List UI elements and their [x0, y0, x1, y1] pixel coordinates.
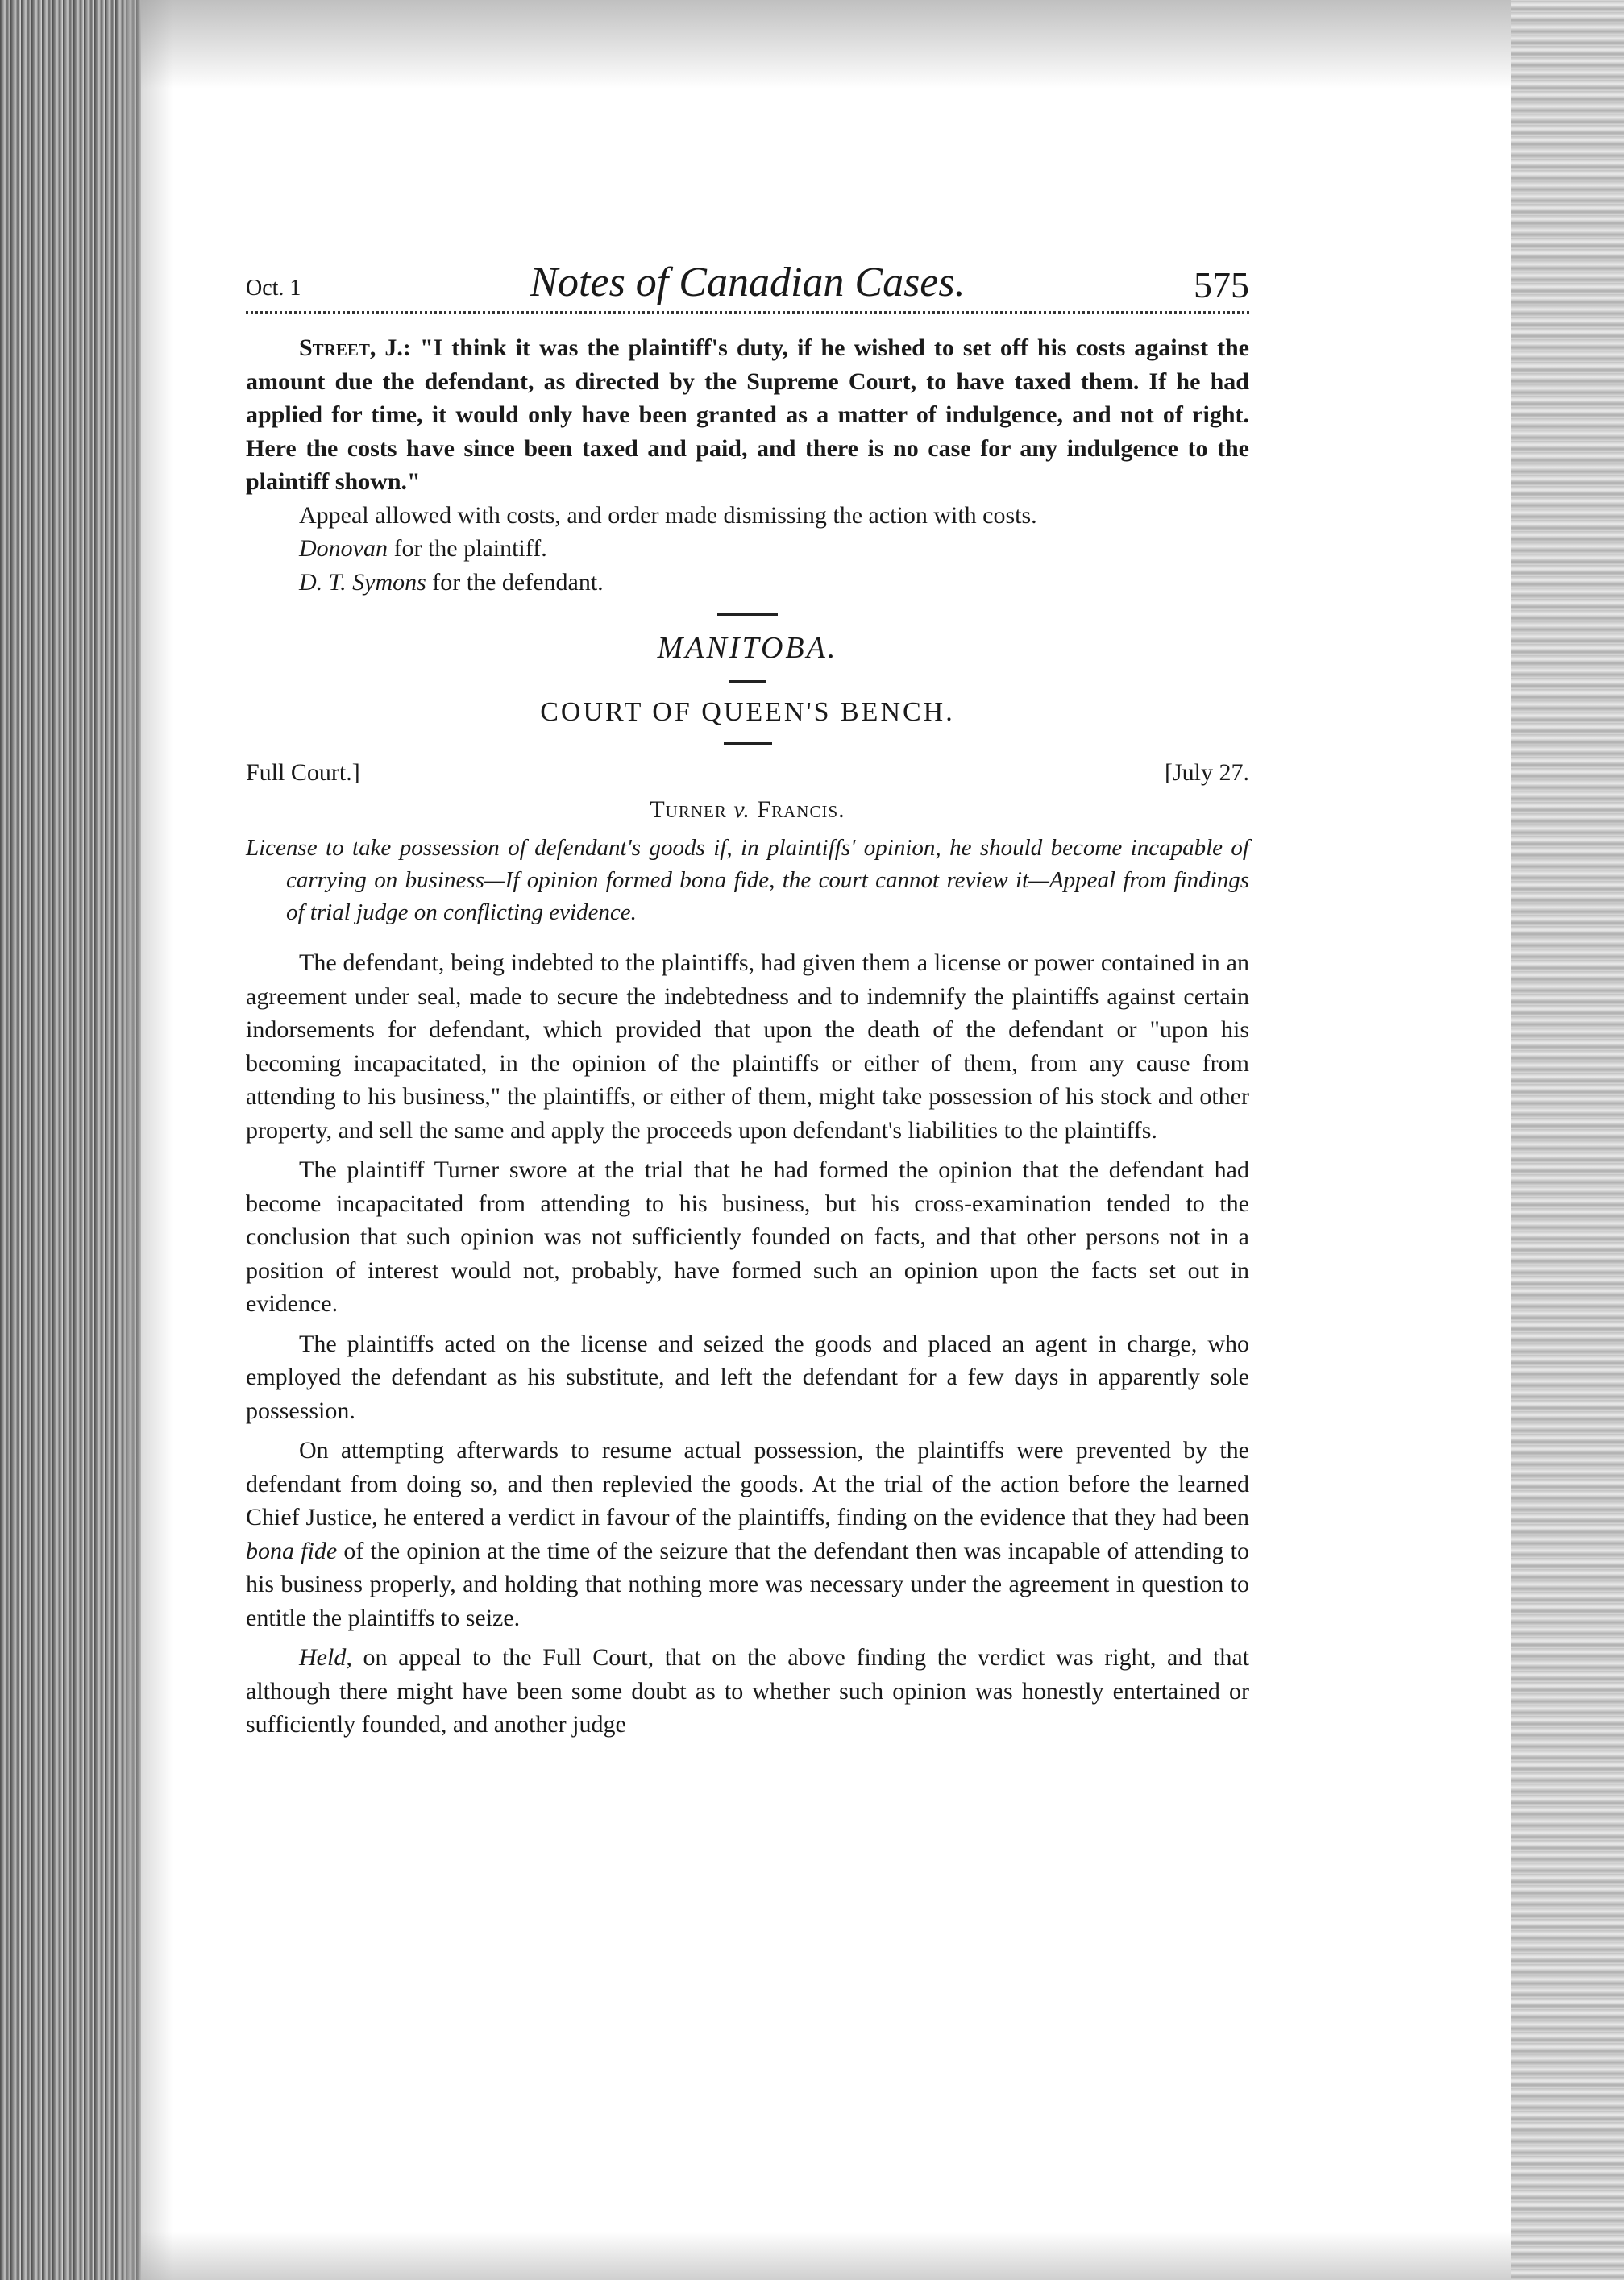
facts-paragraph-4-a: On attempting afterwards to resume actual possession, the plaintiffs were prevented by the defendant from doing so, and then replevied the goods. At the trial of the action before the learned Chief Justice, he entered a verdict in favour of the plaintiffs, finding on the evidence that they had been: [246, 1437, 1249, 1530]
disposition-paragraph: Appeal allowed with costs, and order made dismissing the action with costs.: [299, 501, 1037, 529]
header-rule: [246, 311, 1249, 314]
counsel-defendant-role: for the defendant.: [426, 568, 604, 596]
counsel-defendant-name: D. T. Symons: [299, 568, 426, 596]
running-head: [246, 242, 1249, 306]
counsel-defendant: [246, 566, 1249, 600]
facts-paragraph-1: The defendant, being indebted to the plaintiffs, had given them a license or power contained in an agreement under seal, made to secure the indebtedness and to indemnify the plaintiffs against certain indorsements for defendant, which provided that upon the death of the defendant or "upon his becoming incapacitated, in the opinion of the plaintiffs or either of them, from any cause from attending to his business," the plaintiffs, or either of them, might take possession of his stock and other property, and sell the same and apply the proceeds upon defendant's liabilities to the plaintiffs.: [246, 949, 1249, 1144]
running-head-title: Notes of Canadian Cases.: [530, 260, 966, 305]
street-opinion-paragraph: [246, 331, 1249, 499]
case-name: [246, 796, 1249, 824]
scan-right-edge: [1511, 0, 1624, 2280]
counsel-plaintiff-name: Donovan: [299, 535, 388, 562]
case-court: Full Court.]: [246, 759, 360, 786]
court-divider: [724, 742, 772, 745]
province-heading: MANITOBA.: [657, 631, 838, 665]
page-number: 575: [1194, 264, 1249, 305]
province-divider: [729, 680, 766, 683]
headnote: License to take possession of defendant's goods if, in plaintiffs' opinion, he should become incapable of carrying on business—If opinion formed bona fide, the court cannot review it—Appeal from findings of trial judge on conflicting evidence.: [246, 835, 1249, 925]
case-date: [July 27.: [1165, 759, 1249, 786]
scan-left-edge: [0, 0, 141, 2280]
facts-paragraph-4-b: of the opinion at the time of the seizure that the defendant then was incapable of attending to his business properly, and holding that nothing more was necessary under the agreement in question to entitle the plaintiffs to seize.: [246, 1537, 1249, 1631]
scan-bottom-edge: [141, 2232, 1511, 2280]
page-body: [246, 242, 1249, 1742]
court-heading: COURT OF QUEEN'S BENCH.: [540, 697, 955, 727]
counsel-plaintiff: [246, 532, 1249, 566]
facts-paragraph-2: The plaintiff Turner swore at the trial that he had formed the opinion that the defendant had become incapacitated from attending to his business, but his cross-examination tended to the conclusion that such opinion was not sufficiently founded on facts, and that other persons not in a position of interest would not, probably, have formed such an opinion upon the facts set out in evidence.: [246, 1157, 1249, 1317]
held-term: Held,: [299, 1644, 352, 1671]
case-versus: v.: [726, 796, 758, 823]
case-party-2: Francis.: [757, 796, 845, 823]
running-head-date: Oct. 1: [246, 276, 301, 301]
counsel-plaintiff-role: for the plaintiff.: [387, 535, 547, 562]
case-party-1: Turner: [650, 796, 727, 823]
section-divider: [717, 613, 778, 616]
facts-paragraph-4: [246, 1434, 1249, 1634]
holding-paragraph: [246, 1641, 1249, 1742]
judge-name: Street, J.: [299, 334, 403, 361]
facts-paragraph-3: The plaintiffs acted on the license and seized the goods and placed an agent in charge, who employed the defendant as his substitute, and left the defendant for a few days in apparently sole possession.: [246, 1330, 1249, 1424]
bona-fide-term: bona fide: [246, 1537, 338, 1564]
judge-opinion: : "I think it was the plaintiff's duty, if he wished to set off his costs against the amount due the defendant, as directed by the Supreme Court, to have taxed them. If he had applied for time, it would only have been granted as a matter of indulgence, and not of right. Here the costs have since been taxed and paid, and there is no case for any indulgence to the plaintiff shown.": [246, 334, 1249, 495]
case-court-date-row: [246, 759, 1249, 795]
holding-text: on appeal to the Full Court, that on the above finding the verdict was right, and that although there might have been some doubt as to whether such opinion was honestly entertained or sufficiently founded, and another judge: [246, 1644, 1249, 1738]
scan-top-edge: [141, 0, 1511, 89]
